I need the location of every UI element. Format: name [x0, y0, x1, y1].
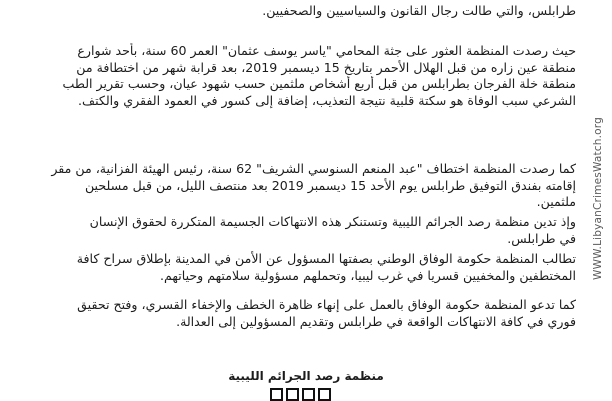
paragraph-call-to-action	[44, 297, 576, 330]
paragraph-condemnation	[44, 214, 576, 247]
organization-logo	[270, 388, 331, 401]
text-line: كما تدعو المنظمة حكومة الوفاق بالعمل على إنهاء ظاهرة الخطف والإخفاء القسري، وفتح تحقيق	[77, 297, 576, 312]
paragraph-abduction	[44, 161, 576, 211]
logo-mark-icon	[302, 388, 315, 401]
text-line: كما رصدت المنظمة اختطاف "عبد المنعم السنوسي الشريف" 62 سنة، رئيس الهيئة الفزانية، من مقر	[51, 161, 576, 176]
text-line: المختطفين والمخفيين قسريا في غرب ليبيا، وتحملهم مسؤولية سلامتهم وحياتهم.	[160, 267, 576, 283]
text-line: حيث رصدت المنظمة العثور على جثة المحامي "ياسر يوسف عثمان" العمر 60 سنة، بأحد شوارع	[77, 43, 576, 58]
paragraph-intro-tail	[44, 3, 576, 20]
organization-signature: منظمة رصد الجرائم الليبية	[228, 369, 384, 383]
text-line: منطقة خلة الفرجان بطرابلس من قبل أربع أشخاص ملثمين حسب شهود عيان، وحسب تقرير الطب	[62, 76, 576, 91]
text-line: في طرابلس.	[507, 230, 576, 246]
text-line: إقامته بفندق التوفيق طرابلس يوم الأحد 15 ديسمبر 2019 بعد منتصف الليل، من قبل مسلحين	[84, 177, 576, 193]
text-line: وإذ تدين منظمة رصد الجرائم الليبية وتستنكر هذه الانتهاكات الجسيمة المتكررة لحقوق الإنسان	[89, 214, 576, 229]
text-line: طرابلس، والتي طالت رجال القانون والسياسيين والصحفيين.	[262, 3, 576, 18]
paragraph-demands	[44, 251, 576, 284]
logo-mark-icon	[318, 388, 331, 401]
text-line: فوري في كافة الانتهاكات الواقعة في طرابلس وتقديم المسؤولين إلى العدالة.	[176, 313, 576, 329]
website-url-vertical: WWW.LibyanCrimesWatch.org	[592, 117, 604, 280]
logo-mark-icon	[286, 388, 299, 401]
text-line: منطقة عين زاره من قبل الهلال الأحمر بتاريخ 15 ديسمبر 2019، بعد قرابة شهر من اختطافة من	[76, 59, 576, 75]
text-line: تطالب المنظمة حكومة الوفاق الوطني بصفتها المسؤول عن الأمن في المدينة بإطلاق سراح كافة	[76, 251, 576, 266]
logo-mark-icon	[270, 388, 283, 401]
text-line: الشرعي سبب الوفاة هو سكتة قلبية نتيجة التعذيب، إضافة إلى كسور في العمود الفقري والكتف.	[78, 92, 576, 108]
text-line: ملثمين.	[536, 194, 576, 209]
paragraph-lawyer-case	[44, 43, 576, 109]
